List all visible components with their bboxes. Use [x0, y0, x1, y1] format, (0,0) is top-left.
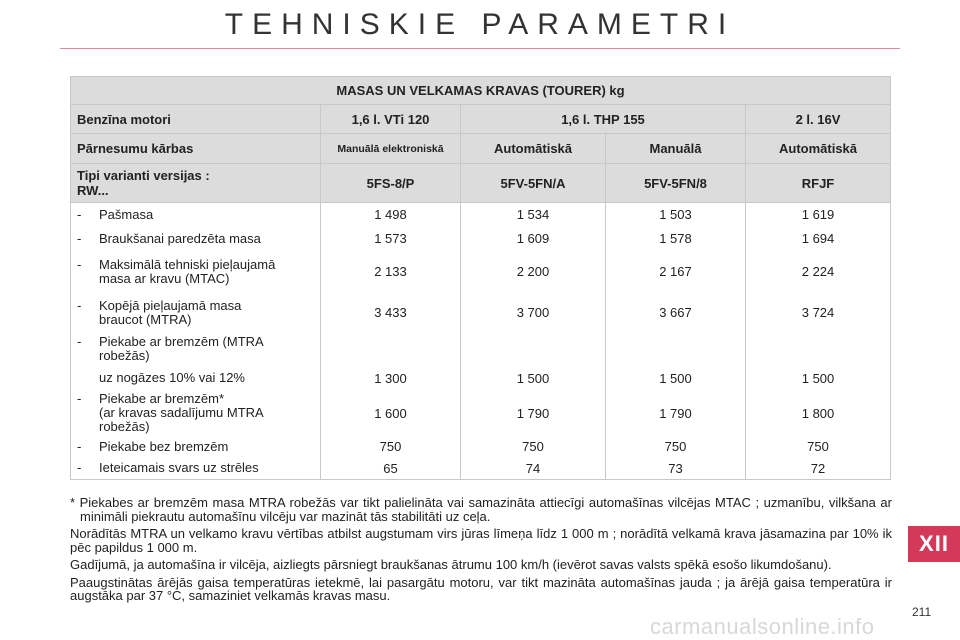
row-label-line: braucot (MTRA) [99, 311, 192, 327]
row-label-line: Maksimālā tehniski pieļaujamā [99, 256, 276, 272]
row-dash: - [77, 438, 82, 454]
row-label-line: Piekabe ar bremzēm (MTRA [99, 334, 264, 349]
table-row [71, 333, 891, 366]
masses-table [70, 76, 891, 480]
page-number: 211 [912, 605, 932, 619]
variant-3: 5FV-5FN/8 [606, 164, 746, 203]
row-value: 1 578 [606, 227, 746, 251]
row-value [606, 333, 746, 366]
row-value: 1 500 [461, 366, 606, 391]
variant-4: RFJF [746, 164, 891, 203]
row-label [71, 333, 321, 366]
title-divider [60, 48, 900, 49]
footnote-4: Paaugstinātas ārējās gaisa temperatūras ietekmē, lai pasargātu motoru, var tikt mazināta automašīnas jauda ; ja ārējā gaisa temperatūra ir augstāka par 37 °C, samaziniet velkamās kravas masu. [70, 574, 892, 603]
row-value: 3 700 [461, 293, 606, 333]
row-dash: - [77, 391, 82, 406]
gearbox-2: Automātiskā [461, 134, 606, 164]
row-label [71, 227, 321, 251]
table-row [71, 366, 891, 391]
table-row [71, 458, 891, 480]
row-value: 1 500 [746, 366, 891, 391]
row-value: 72 [746, 458, 891, 480]
table-caption: MASAS UN VELKAMAS KRAVAS (TOURER) kg [71, 77, 891, 105]
footnote-1: * Piekabes ar bremzēm masa MTRA robežās var tikt palielināta vai samazināta attiecīgi automašīnas vilcējas MTAC ; uzmanību, vilkšana ar minimāli piekrautu automašīnu vilcēju var mazināt tās stabilitāti uz ceļa. [70, 495, 892, 524]
row-value: 1 500 [606, 366, 746, 391]
chapter-tab: XII [908, 526, 960, 562]
row-label [71, 458, 321, 480]
row-value: 1 534 [461, 203, 606, 227]
page-title: TEHNISKIE PARAMETRI [224, 8, 736, 41]
row-value: 1 498 [321, 203, 461, 227]
row-label-text [99, 371, 245, 385]
row-label-line: Ieteicamais svars uz strēles [99, 460, 259, 476]
row-value [321, 333, 461, 366]
table-row [71, 293, 891, 333]
row-value: 3 724 [746, 293, 891, 333]
row-value [461, 333, 606, 366]
row-value: 1 609 [461, 227, 606, 251]
row-value: 2 133 [321, 251, 461, 293]
gearbox-3: Manuālā [606, 134, 746, 164]
row-value: 2 224 [746, 251, 891, 293]
gearbox-4: Automātiskā [746, 134, 891, 164]
row-value: 1 790 [461, 391, 606, 436]
footnote-2: Norādītās MTRA un velkamo kravu vērtības atbilst augstumam virs jūras līmeņa līdz 1 000 m ; norādītā velkamā krava jāsamazina par 10% ik pēc papildus 1 000 m. [70, 526, 892, 555]
row-label-text [99, 461, 259, 475]
row-dash [77, 371, 99, 385]
row-label-text [99, 440, 228, 454]
row-label-line: uz nogāzes 10% vai 12% [99, 370, 245, 385]
engine-2: 1,6 l. THP 155 [461, 105, 746, 134]
row-value: 1 619 [746, 203, 891, 227]
row-label-line: (ar kravas sadalījumu MTRA [99, 405, 264, 420]
row-dash: - [77, 230, 82, 246]
row-dash: - [77, 334, 82, 349]
gearbox-1: Manuālā elektroniskā [321, 134, 461, 164]
row-value: 2 167 [606, 251, 746, 293]
row-label [71, 366, 321, 391]
row-value: 1 790 [606, 391, 746, 436]
row-value: 1 694 [746, 227, 891, 251]
row-label [71, 436, 321, 458]
gearbox-label: Pārnesumu kārbas [71, 134, 321, 164]
footnote-3: Gadījumā, ja automašīna ir vilcēja, aizliegts pārsniegt braukšanas ātrumu 100 km/h (ievērot savas valsts spēkā esošo likumdošanu). [70, 557, 832, 572]
row-label-text [99, 392, 264, 434]
row-value: 65 [321, 458, 461, 480]
row-value: 1 600 [321, 391, 461, 436]
table-row [71, 251, 891, 293]
table-row [71, 227, 891, 251]
row-label [71, 251, 321, 293]
row-value: 3 433 [321, 293, 461, 333]
row-label [71, 391, 321, 436]
engine-row [71, 105, 891, 134]
row-value: 74 [461, 458, 606, 480]
row-dash: - [77, 256, 82, 272]
row-label-text [99, 299, 241, 327]
table-row [71, 436, 891, 458]
row-value: 750 [321, 436, 461, 458]
row-label-line: Braukšanai paredzēta masa [99, 230, 261, 246]
row-dash: - [77, 206, 82, 222]
row-value: 1 800 [746, 391, 891, 436]
footnotes [70, 496, 892, 607]
row-label [71, 293, 321, 333]
row-label-line: robežās) [99, 419, 150, 434]
watermark: carmanualsonline.info [650, 614, 875, 639]
gearbox-row [71, 134, 891, 164]
engine-label: Benzīna motori [71, 105, 321, 134]
table-row [71, 203, 891, 227]
row-label-line: Piekabe bez bremzēm [99, 438, 229, 454]
table-row [71, 391, 891, 436]
row-label-line: robežās) [99, 348, 150, 363]
row-value: 73 [606, 458, 746, 480]
variant-1: 5FS-8/P [321, 164, 461, 203]
engine-3: 2 l. 16V [746, 105, 891, 134]
row-dash: - [77, 460, 82, 476]
row-value: 3 667 [606, 293, 746, 333]
row-value [746, 333, 891, 366]
variants-label-line-1: Tipi varianti versijas : [77, 168, 210, 183]
engine-1: 1,6 l. VTi 120 [321, 105, 461, 134]
row-label-line: Pašmasa [99, 206, 154, 222]
row-label-line: masa ar kravu (MTAC) [99, 270, 230, 286]
variants-label [71, 164, 321, 203]
row-value: 2 200 [461, 251, 606, 293]
row-value: 750 [461, 436, 606, 458]
row-label-text [99, 335, 264, 363]
row-value: 1 503 [606, 203, 746, 227]
row-label [71, 203, 321, 227]
row-value: 750 [606, 436, 746, 458]
row-value: 1 300 [321, 366, 461, 391]
variants-row [71, 164, 891, 203]
row-label-text [99, 208, 153, 222]
variant-2: 5FV-5FN/A [461, 164, 606, 203]
variants-label-line-2: RW... [77, 183, 109, 198]
table-body [71, 203, 891, 480]
row-label-line: Piekabe ar bremzēm* [99, 391, 224, 406]
row-value: 1 573 [321, 227, 461, 251]
row-label-text [99, 258, 275, 286]
row-dash: - [77, 297, 82, 313]
row-label-text [99, 232, 261, 246]
row-label-line: Kopējā pieļaujamā masa [99, 297, 242, 313]
table-caption-row [71, 77, 891, 105]
row-value: 750 [746, 436, 891, 458]
